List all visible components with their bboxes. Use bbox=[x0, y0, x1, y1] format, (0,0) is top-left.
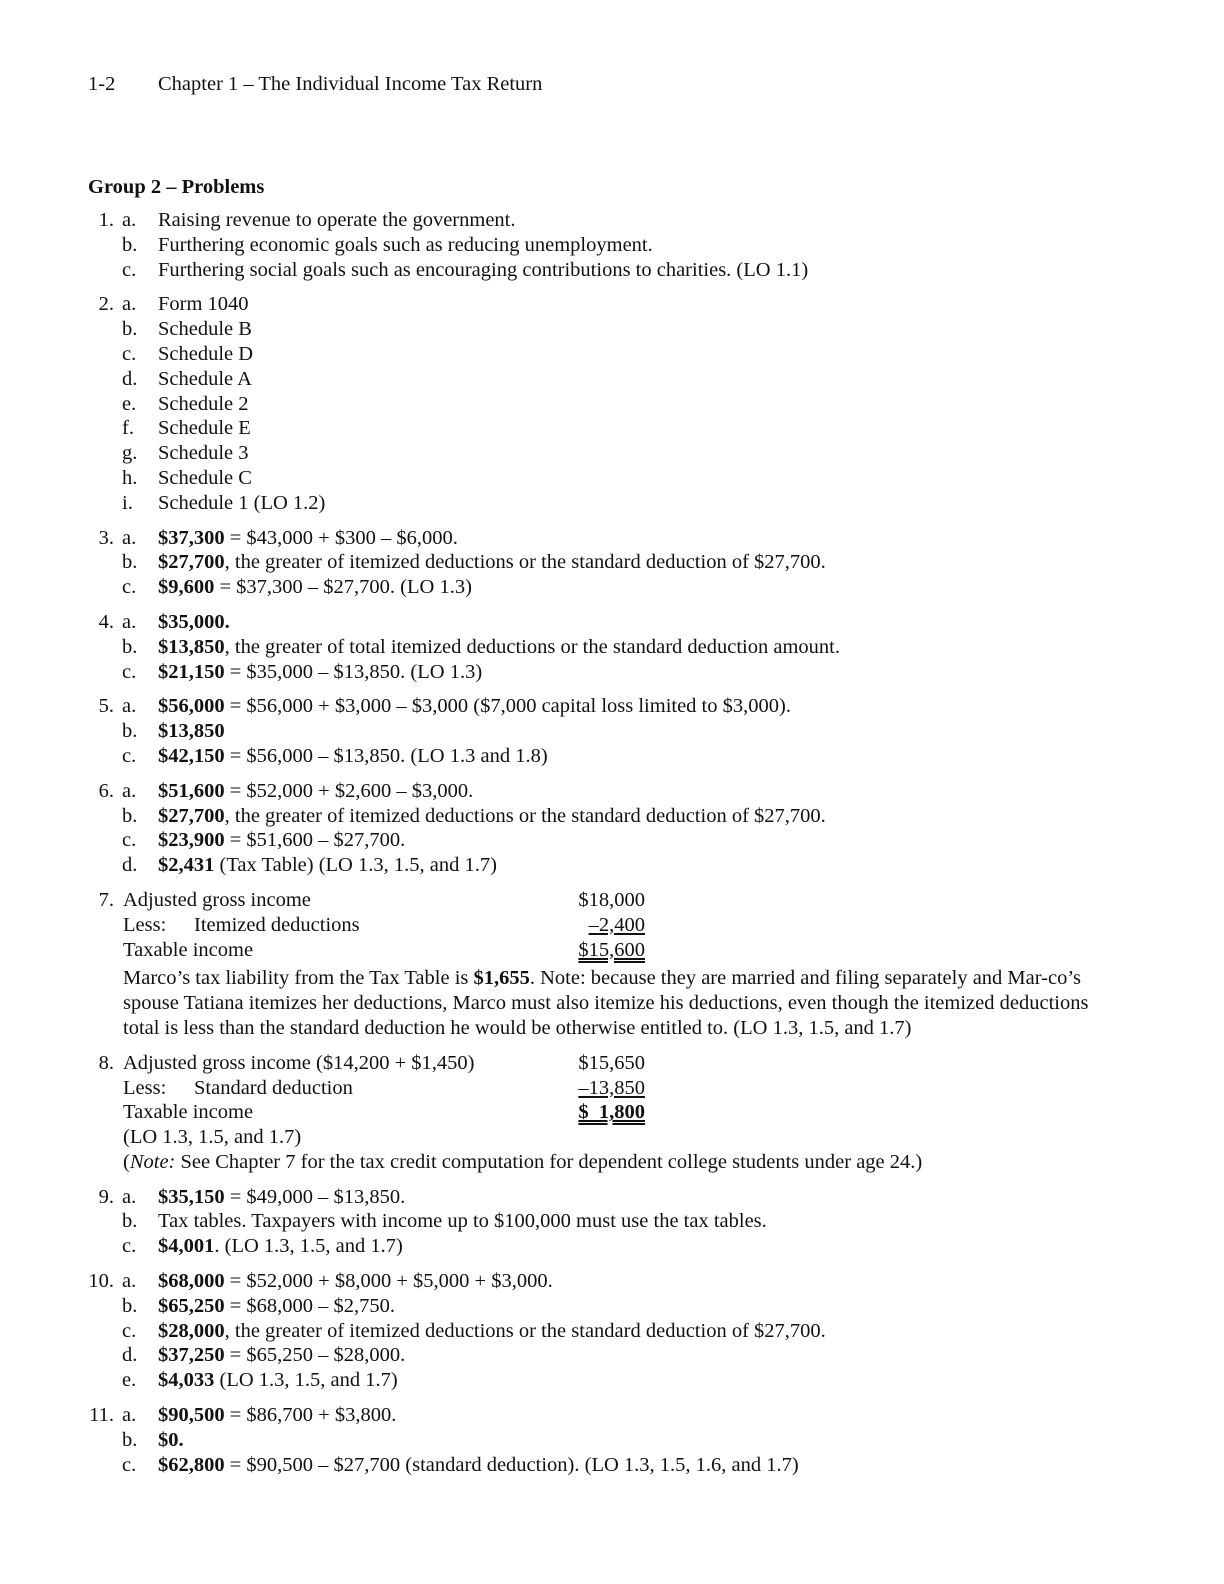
answer-amount: $28,000 bbox=[158, 1319, 225, 1342]
problem-2h bbox=[88, 466, 1148, 491]
schedule-amount bbox=[540, 938, 645, 963]
item-letter: e. bbox=[122, 1369, 137, 1392]
note-line bbox=[123, 1150, 1148, 1175]
item-letter: d. bbox=[122, 367, 138, 390]
answer-text: Form 1040 bbox=[158, 293, 249, 316]
problem-number: 7. bbox=[98, 888, 114, 911]
schedule-line bbox=[123, 1076, 1148, 1101]
item-letter: a. bbox=[122, 209, 137, 231]
item-letter: c. bbox=[122, 660, 137, 683]
problem-number: 10. bbox=[88, 1270, 114, 1293]
answer-amount: $56,000 bbox=[158, 695, 225, 718]
problem-9a bbox=[88, 1185, 1148, 1210]
item-letter: a. bbox=[122, 526, 137, 549]
answer-amount: $37,250 bbox=[158, 1344, 225, 1367]
answer-detail: , the greater of itemized deductions or the standard deduction of $27,700. bbox=[224, 551, 826, 574]
answer-text: Schedule C bbox=[158, 466, 252, 489]
answer-detail: = $52,000 + $2,600 – $3,000. bbox=[224, 779, 474, 802]
item-letter: c. bbox=[122, 576, 137, 599]
problem-1b bbox=[88, 233, 1148, 258]
answer-detail: = $51,600 – $27,700. bbox=[224, 829, 406, 852]
problem-10b bbox=[88, 1294, 1148, 1319]
answer-detail: = $86,700 + $3,800. bbox=[224, 1404, 397, 1427]
answer-detail: = $56,000 – $13,850. (LO 1.3 and 1.8) bbox=[224, 744, 548, 767]
problem-3a bbox=[88, 526, 1148, 551]
problem-number: 9. bbox=[98, 1185, 114, 1208]
item-letter: a. bbox=[122, 695, 137, 718]
schedule-line bbox=[123, 1051, 1148, 1076]
problem-11b bbox=[88, 1428, 1148, 1453]
schedule-label: Taxable income bbox=[123, 938, 254, 961]
schedule-label: Less: bbox=[123, 913, 167, 936]
problem-2a bbox=[88, 292, 1148, 317]
problem-number: 8. bbox=[98, 1051, 114, 1074]
problem-number: 11. bbox=[89, 1404, 114, 1427]
answer-text: Furthering social goals such as encouraging contributions to charities. (LO 1.1) bbox=[158, 258, 809, 281]
lo-reference: (LO 1.3, 1.5, and 1.7) bbox=[123, 1126, 302, 1149]
note-paren: ( bbox=[123, 1150, 130, 1173]
schedule-line bbox=[123, 913, 1148, 938]
page-header bbox=[88, 72, 542, 97]
answer-amount: $2,431 bbox=[158, 854, 215, 877]
answer-amount: $9,600 bbox=[158, 576, 215, 599]
answer-amount: $0. bbox=[158, 1428, 184, 1451]
answer-detail: = $35,000 – $13,850. (LO 1.3) bbox=[224, 660, 483, 683]
problem-8 bbox=[88, 1051, 1148, 1175]
answer-text bbox=[158, 694, 791, 719]
problem-10d bbox=[88, 1343, 1148, 1368]
problem-2b bbox=[88, 317, 1148, 342]
problem-7-row-taxable bbox=[88, 938, 1148, 963]
answer-text bbox=[158, 1269, 553, 1294]
answer-detail: = $65,250 – $28,000. bbox=[224, 1344, 406, 1367]
answer-text bbox=[158, 719, 225, 744]
note-text: See Chapter 7 for the tax credit computation for dependent college students under age 24.) bbox=[175, 1150, 923, 1173]
answer-detail: = $56,000 + $3,000 – $3,000 ($7,000 capital loss limited to $3,000). bbox=[224, 695, 791, 718]
item-letter: f. bbox=[122, 417, 134, 440]
item-letter: c. bbox=[122, 1235, 137, 1258]
problem-8-row-taxable bbox=[88, 1100, 1148, 1125]
item-letter: i. bbox=[122, 491, 133, 514]
answer-text bbox=[158, 1453, 799, 1478]
item-letter: b. bbox=[122, 551, 138, 574]
problem-2d bbox=[88, 367, 1148, 392]
item-letter: h. bbox=[122, 466, 138, 489]
problem-7-row-agi bbox=[88, 888, 1148, 913]
item-letter: b. bbox=[122, 804, 138, 827]
schedule-amount-value: $ 1,800 bbox=[578, 1101, 645, 1124]
problem-7-note bbox=[123, 966, 1103, 1040]
problem-5c bbox=[88, 744, 1148, 769]
answer-amount: $27,700 bbox=[158, 551, 225, 574]
answer-detail: . (LO 1.3, 1.5, and 1.7) bbox=[214, 1235, 403, 1258]
problem-6a bbox=[88, 779, 1148, 804]
problem-10 bbox=[88, 1269, 1148, 1393]
item-letter: a. bbox=[122, 1185, 137, 1208]
problem-3 bbox=[88, 526, 1148, 600]
problems-list bbox=[88, 208, 1148, 1487]
item-letter: c. bbox=[122, 1453, 137, 1476]
problem-1 bbox=[88, 208, 1148, 282]
item-letter: e. bbox=[122, 392, 137, 415]
answer-amount: $65,250 bbox=[158, 1294, 225, 1317]
answer-text bbox=[158, 660, 482, 685]
answer-text bbox=[158, 804, 826, 829]
schedule-amount-value: –13,850 bbox=[578, 1076, 645, 1099]
answer-amount: $42,150 bbox=[158, 744, 225, 767]
answer-text bbox=[158, 828, 405, 853]
problem-1c bbox=[88, 258, 1148, 283]
answer-detail: = $37,300 – $27,700. (LO 1.3) bbox=[214, 576, 472, 599]
problem-2f bbox=[88, 416, 1148, 441]
item-letter: g. bbox=[122, 442, 138, 465]
answer-detail: = $90,500 – $27,700 (standard deduction). (LO 1.3, 1.5, 1.6, and 1.7) bbox=[224, 1453, 799, 1476]
schedule-amount-value: –2,400 bbox=[588, 913, 645, 936]
item-letter: a. bbox=[122, 1404, 137, 1427]
problem-2 bbox=[88, 292, 1148, 515]
problem-4c bbox=[88, 660, 1148, 685]
problem-2e bbox=[88, 392, 1148, 417]
problem-2i bbox=[88, 491, 1148, 516]
answer-amount: $13,850 bbox=[158, 635, 225, 658]
answer-amount: $23,900 bbox=[158, 829, 225, 852]
item-letter: a. bbox=[122, 779, 137, 802]
answer-text bbox=[158, 1343, 405, 1368]
problem-2c bbox=[88, 342, 1148, 367]
item-letter: a. bbox=[122, 293, 137, 316]
answer-text bbox=[158, 744, 548, 769]
answer-detail: , the greater of itemized deductions or the standard deduction of $27,700. bbox=[224, 804, 826, 827]
item-letter: d. bbox=[122, 854, 138, 877]
item-letter: b. bbox=[122, 318, 138, 341]
answer-amount: $51,600 bbox=[158, 779, 225, 802]
schedule-item: Itemized deductions bbox=[194, 913, 360, 936]
schedule-item: Standard deduction bbox=[194, 1076, 353, 1099]
answer-detail: , the greater of itemized deductions or the standard deduction of $27,700. bbox=[224, 1319, 826, 1342]
answer-text: Schedule D bbox=[158, 342, 254, 365]
answer-detail: (LO 1.3, 1.5, and 1.7) bbox=[214, 1369, 398, 1392]
answer-detail: (Tax Table) (LO 1.3, 1.5, and 1.7) bbox=[214, 854, 497, 877]
schedule-amount: $18,000 bbox=[578, 888, 645, 911]
answer-text bbox=[158, 1294, 395, 1319]
answer-text bbox=[158, 1403, 396, 1428]
schedule-label: Less: bbox=[123, 1076, 167, 1099]
answer-text: Schedule 3 bbox=[158, 442, 249, 465]
note-label: Note: bbox=[129, 1150, 176, 1173]
answer-detail: = $49,000 – $13,850. bbox=[224, 1185, 406, 1208]
note-text: . Note: because they are married and filing separately and Mar-co’s spouse Tatiana itemizes her deductions, Marco must also itemize his deductions, even though the itemized deductions total is less than the standard deduction he would be otherwise entitled to. (LO 1.3, 1.5, and 1.7) bbox=[123, 967, 1089, 1039]
item-letter: b. bbox=[122, 1428, 138, 1451]
answer-text bbox=[158, 635, 840, 660]
problem-1a bbox=[88, 208, 1148, 233]
problem-number: 3. bbox=[98, 526, 114, 549]
answer-text: Furthering economic goals such as reducing unemployment. bbox=[158, 233, 653, 256]
problem-3b bbox=[88, 550, 1148, 575]
problem-11c bbox=[88, 1453, 1148, 1478]
schedule-label: Adjusted gross income bbox=[123, 888, 311, 911]
note-text: Marco’s tax liability from the Tax Table is bbox=[123, 967, 474, 990]
schedule-amount bbox=[540, 1076, 645, 1101]
answer-amount: $68,000 bbox=[158, 1270, 225, 1293]
schedule-line bbox=[123, 938, 1148, 963]
answer-detail: , the greater of total itemized deductions or the standard deduction amount. bbox=[224, 635, 840, 658]
problem-number: 5. bbox=[98, 695, 114, 718]
answer-amount: $27,700 bbox=[158, 804, 225, 827]
answer-amount: $90,500 bbox=[158, 1404, 225, 1427]
problem-10a bbox=[88, 1269, 1148, 1294]
problem-2g bbox=[88, 441, 1148, 466]
problem-9b bbox=[88, 1209, 1148, 1234]
answer-text: Schedule A bbox=[158, 367, 252, 390]
answer-amount: $37,300 bbox=[158, 526, 225, 549]
problem-6 bbox=[88, 779, 1148, 878]
problem-number: 1. bbox=[98, 209, 114, 231]
problem-6c bbox=[88, 828, 1148, 853]
schedule-amount bbox=[540, 1100, 645, 1125]
answer-text bbox=[158, 1185, 405, 1210]
problem-5 bbox=[88, 694, 1148, 768]
answer-text bbox=[158, 1368, 398, 1393]
answer-amount: $4,001 bbox=[158, 1235, 215, 1258]
answer-amount: $4,033 bbox=[158, 1369, 215, 1392]
answer-detail: = $68,000 – $2,750. bbox=[224, 1294, 396, 1317]
item-letter: b. bbox=[122, 720, 138, 743]
answer-text bbox=[158, 1428, 184, 1453]
answer-text: Raising revenue to operate the government. bbox=[158, 209, 516, 231]
problem-5a bbox=[88, 694, 1148, 719]
problem-7-row-less bbox=[88, 913, 1148, 938]
answer-amount: $21,150 bbox=[158, 660, 225, 683]
note-amount: $1,655 bbox=[473, 967, 530, 990]
problem-5b bbox=[88, 719, 1148, 744]
problem-number: 2. bbox=[98, 293, 114, 316]
answer-text: Schedule 2 bbox=[158, 392, 249, 415]
problem-number: 6. bbox=[98, 779, 114, 802]
problem-number: 4. bbox=[98, 610, 114, 633]
answer-text bbox=[158, 853, 497, 878]
item-letter: c. bbox=[122, 829, 137, 852]
problem-8-row-agi bbox=[88, 1051, 1148, 1076]
problem-3c bbox=[88, 575, 1148, 600]
answer-amount: $13,850 bbox=[158, 720, 225, 743]
answer-text: Schedule B bbox=[158, 318, 252, 341]
item-letter: c. bbox=[122, 258, 137, 281]
chapter-title: Chapter 1 – The Individual Income Tax Return bbox=[158, 73, 543, 95]
schedule-label: Taxable income bbox=[123, 1101, 254, 1124]
problem-11a bbox=[88, 1403, 1148, 1428]
item-letter: c. bbox=[122, 744, 137, 767]
problem-6b bbox=[88, 804, 1148, 829]
answer-text: Schedule E bbox=[158, 417, 251, 440]
answer-detail: = $43,000 + $300 – $6,000. bbox=[224, 526, 458, 549]
schedule-line bbox=[123, 888, 1148, 913]
problem-10e bbox=[88, 1368, 1148, 1393]
item-letter: a. bbox=[122, 610, 137, 633]
answer-text bbox=[158, 1319, 826, 1344]
problem-4a bbox=[88, 610, 1148, 635]
section-title: Group 2 – Problems bbox=[88, 176, 265, 198]
item-letter: c. bbox=[122, 1319, 137, 1342]
answer-text bbox=[158, 1234, 403, 1259]
page-number: 1-2 bbox=[88, 73, 116, 95]
problem-4 bbox=[88, 610, 1148, 684]
answer-detail: = $52,000 + $8,000 + $5,000 + $3,000. bbox=[224, 1270, 553, 1293]
answer-text bbox=[158, 575, 472, 600]
item-letter: b. bbox=[122, 635, 138, 658]
answer-amount: $35,150 bbox=[158, 1185, 225, 1208]
problem-8-lo bbox=[88, 1125, 1148, 1150]
problem-9 bbox=[88, 1185, 1148, 1259]
answer-text bbox=[158, 779, 473, 804]
answer-amount: $62,800 bbox=[158, 1453, 225, 1476]
answer-text bbox=[158, 550, 826, 575]
answer-text bbox=[158, 526, 458, 551]
problem-8-row-less bbox=[88, 1076, 1148, 1101]
schedule-amount bbox=[540, 913, 645, 938]
item-letter: b. bbox=[122, 233, 138, 256]
problem-6d bbox=[88, 853, 1148, 878]
item-letter: d. bbox=[122, 1344, 138, 1367]
answer-text: Tax tables. Taxpayers with income up to $100,000 must use the tax tables. bbox=[158, 1210, 767, 1233]
item-letter: a. bbox=[122, 1270, 137, 1293]
schedule-label: Adjusted gross income ($14,200 + $1,450) bbox=[123, 1051, 475, 1074]
problem-9c bbox=[88, 1234, 1148, 1259]
problem-7 bbox=[88, 888, 1148, 1041]
problem-8-note bbox=[88, 1150, 1148, 1175]
answer-text: Schedule 1 (LO 1.2) bbox=[158, 491, 326, 514]
problem-10c bbox=[88, 1319, 1148, 1344]
schedule-amount-value: $15,600 bbox=[578, 938, 645, 961]
schedule-line bbox=[123, 1100, 1148, 1125]
problem-11 bbox=[88, 1403, 1148, 1477]
item-letter: b. bbox=[122, 1294, 138, 1317]
problem-4b bbox=[88, 635, 1148, 660]
answer-text bbox=[158, 610, 230, 635]
schedule-amount: $15,650 bbox=[578, 1051, 645, 1074]
answer-amount: $35,000. bbox=[158, 610, 230, 633]
item-letter: c. bbox=[122, 342, 137, 365]
item-letter: b. bbox=[122, 1210, 138, 1233]
